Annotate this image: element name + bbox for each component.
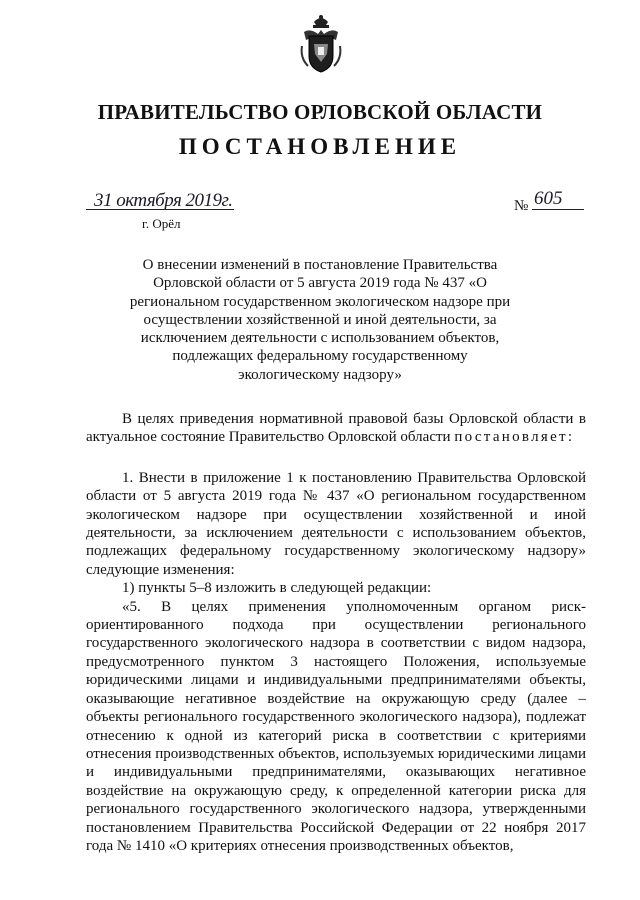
city: г. Орёл [142, 216, 181, 231]
handwritten-date: 31 октября 2019г. [94, 190, 233, 211]
document-type: ПОСТАНОВЛЕНИЕ [178, 134, 462, 159]
date-underline [86, 209, 234, 210]
preamble-paragraph [86, 410, 586, 447]
paragraph-5: «5. В целях применения уполномоченным органом риск-ориентированного подхода при осуществлении регионального государственного экологического надзора в соответствии с видом надзора, предусмотренного пунктом 3 настоящего Положения, используемые юридическими лицами и индивидуальными предпринимателями объекты, оказывающие негативное воздействие на окружающую среду (далее – объекты регионального государственного экологического надзора), подлежат отнесению к одной из категорий риска в соответствии с критериями отнесения производственных объектов, используемых юридическими лицами и индивидуальными предпринимателями, оказывающих негативное воздействие на окружающую среду, к определенной категории риска для регионального государственного экологического надзора, утвержденными постановлением Правительства Российской Федерации от 22 ноября 2017 года № 1410 «О критериях отнесения производственных объектов, [86, 598, 586, 854]
decree-word: постановляет: [454, 429, 575, 446]
document-subject: О внесении изменений в постановление Правительства Орловской области от 5 августа 2019 года № 437 «О региональном государственном экологическом надзоре при осуществлении хозяйственной и иной деятельности, за исключением деятельности с использованием объектов, подлежащих федеральному государственному экологическому надзору» [129, 257, 511, 383]
coat-of-arms-emblem [296, 6, 346, 76]
paragraph-1-1: 1) пункты 5–8 изложить в следующей редакции: [122, 580, 432, 597]
preamble-text: В целях приведения нормативной правовой базы Орловской области в актуальное состояние Правительство Орловской области [86, 411, 586, 446]
handwritten-number: 605 [534, 188, 563, 209]
paragraph-1: 1. Внести в приложение 1 к постановлению Правительства Орловской области от 5 августа 2019 года № 437 «О региональном государственном экологическом надзоре при осуществлении хозяйственной и иной деятельности, за исключением деятельности с использованием объектов, подлежащих федеральному государственному экологическому надзору» следующие изменения: [86, 469, 586, 578]
document-body [86, 410, 586, 855]
number-label: № [514, 198, 529, 214]
number-underline [532, 209, 584, 210]
government-title: ПРАВИТЕЛЬСТВО ОРЛОВСКОЙ ОБЛАСТИ [97, 100, 543, 124]
